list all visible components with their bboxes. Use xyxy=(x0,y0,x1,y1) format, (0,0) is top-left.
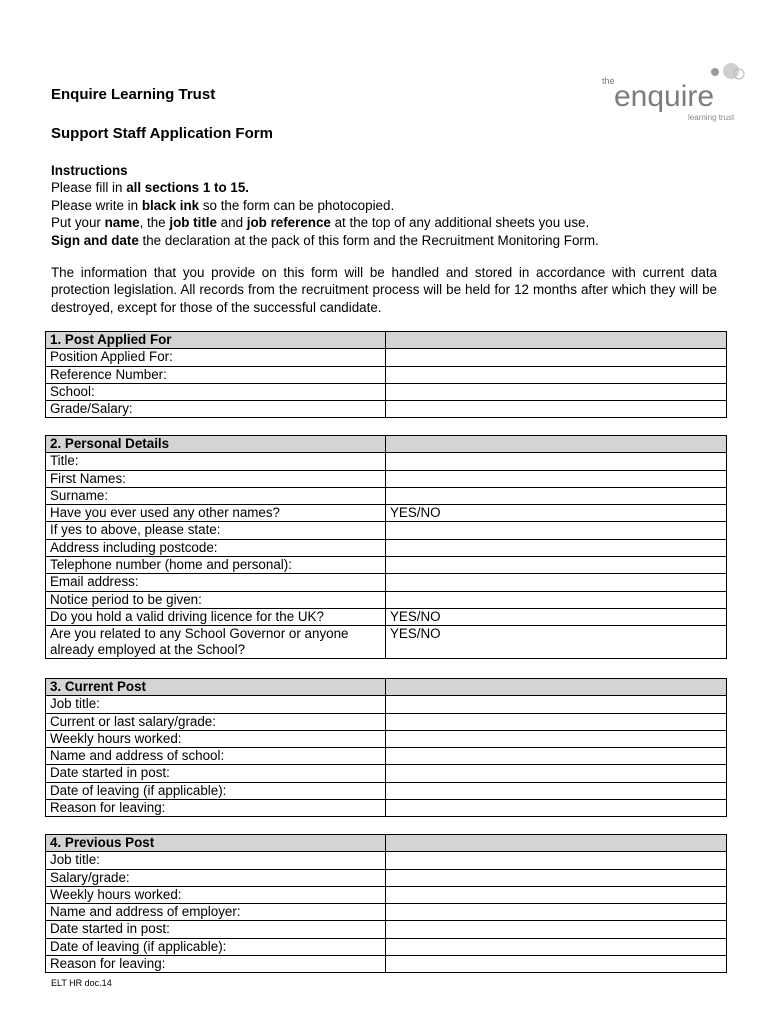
surname-field[interactable] xyxy=(386,487,727,504)
previous-reason-leaving-field[interactable] xyxy=(386,956,727,973)
field-label: Date started in post: xyxy=(46,765,386,782)
notice-period-field[interactable] xyxy=(386,591,727,608)
form-row xyxy=(46,470,727,487)
form-row xyxy=(46,886,727,903)
school-field[interactable] xyxy=(386,383,727,400)
field-label: Reference Number: xyxy=(46,366,386,383)
form-row xyxy=(46,383,727,400)
first-names-field[interactable] xyxy=(386,470,727,487)
previous-salary-field[interactable] xyxy=(386,869,727,886)
position-applied-field[interactable] xyxy=(386,349,727,366)
field-label: School: xyxy=(46,383,386,400)
field-label: Weekly hours worked: xyxy=(46,886,386,903)
logo-dot-small-icon xyxy=(711,68,719,76)
field-label: Name and address of school: xyxy=(46,748,386,765)
related-governor-yes-no-field[interactable]: YES/NO xyxy=(386,626,727,659)
field-label: Surname: xyxy=(46,487,386,504)
section-heading: 3. Current Post xyxy=(46,679,386,696)
field-label: Name and address of employer: xyxy=(46,904,386,921)
data-protection-notice: The information that you provide on this form will be handled and stored in accordance with current data protection legislation. All records from the recruitment process will be held for 12 months after which they will be destroyed, except for those of the successful candidate. xyxy=(51,265,717,315)
form-row xyxy=(46,938,727,955)
section-heading-blank xyxy=(386,835,727,852)
form-row xyxy=(46,956,727,973)
form-row xyxy=(46,574,727,591)
form-row xyxy=(46,765,727,782)
instruction-line-3: Put your name, the job title and job reference at the top of any additional sheets you use. xyxy=(51,215,590,231)
form-row xyxy=(46,487,727,504)
section-post-applied-for xyxy=(45,331,727,418)
section-personal-details xyxy=(45,435,727,659)
instructions-block xyxy=(51,162,731,249)
form-row xyxy=(46,800,727,817)
form-row xyxy=(46,748,727,765)
field-label: Email address: xyxy=(46,574,386,591)
form-row xyxy=(46,852,727,869)
form-row xyxy=(46,401,727,418)
form-row xyxy=(46,591,727,608)
instruction-line-2: Please write in black ink so the form can be photocopied. xyxy=(51,197,395,213)
field-label: First Names: xyxy=(46,470,386,487)
document-reference: ELT HR doc.14 xyxy=(51,978,112,988)
logo-dot-large-icon xyxy=(723,63,739,79)
field-label: Date of leaving (if applicable): xyxy=(46,782,386,799)
title-field[interactable] xyxy=(386,453,727,470)
section-header-row xyxy=(46,835,727,852)
current-weekly-hours-field[interactable] xyxy=(386,730,727,747)
field-label: Title: xyxy=(46,453,386,470)
field-label: Address including postcode: xyxy=(46,539,386,556)
form-row xyxy=(46,453,727,470)
form-row xyxy=(46,626,727,659)
section-heading-blank xyxy=(386,679,727,696)
section-heading-blank xyxy=(386,436,727,453)
form-row xyxy=(46,921,727,938)
other-names-yes-no-field[interactable]: YES/NO xyxy=(386,505,727,522)
form-row xyxy=(46,522,727,539)
section-current-post xyxy=(45,678,727,817)
section-heading: 4. Previous Post xyxy=(46,835,386,852)
reference-number-field[interactable] xyxy=(386,366,727,383)
previous-weekly-hours-field[interactable] xyxy=(386,886,727,903)
form-row xyxy=(46,608,727,625)
section-heading: 1. Post Applied For xyxy=(46,332,386,349)
previous-job-title-field[interactable] xyxy=(386,852,727,869)
logo-sub-text: learning trust xyxy=(688,113,735,122)
form-row xyxy=(46,904,727,921)
field-label: Weekly hours worked: xyxy=(46,730,386,747)
section-heading-blank xyxy=(386,332,727,349)
current-date-leaving-field[interactable] xyxy=(386,782,727,799)
logo-main-text: enquire xyxy=(614,80,715,113)
field-label: Reason for leaving: xyxy=(46,956,386,973)
field-label: Grade/Salary: xyxy=(46,401,386,418)
section-header-row xyxy=(46,679,727,696)
enquire-logo xyxy=(600,62,750,126)
grade-salary-field[interactable] xyxy=(386,401,727,418)
form-row xyxy=(46,366,727,383)
form-title: Support Staff Application Form xyxy=(51,125,273,142)
section-header-row xyxy=(46,332,727,349)
instruction-line-4: Sign and date the declaration at the pack of this form and the Recruitment Monitoring Form. xyxy=(51,232,599,248)
current-job-title-field[interactable] xyxy=(386,696,727,713)
field-label: Telephone number (home and personal): xyxy=(46,557,386,574)
current-school-address-field[interactable] xyxy=(386,748,727,765)
field-label: Job title: xyxy=(46,696,386,713)
instruction-line-1: Please fill in all sections 1 to 15. xyxy=(51,180,249,196)
section-heading: 2. Personal Details xyxy=(46,436,386,453)
previous-date-leaving-field[interactable] xyxy=(386,938,727,955)
form-row xyxy=(46,782,727,799)
form-row xyxy=(46,539,727,556)
field-label: Position Applied For: xyxy=(46,349,386,366)
form-row xyxy=(46,713,727,730)
form-row xyxy=(46,869,727,886)
logo-the-text: the xyxy=(602,76,615,86)
field-label: Notice period to be given: xyxy=(46,591,386,608)
form-row xyxy=(46,557,727,574)
current-date-started-field[interactable] xyxy=(386,765,727,782)
email-field[interactable] xyxy=(386,574,727,591)
section-header-row xyxy=(46,436,727,453)
field-label: Are you related to any School Governor or anyone already employed at the School? xyxy=(46,626,386,659)
form-row xyxy=(46,696,727,713)
form-row xyxy=(46,730,727,747)
field-label: Do you hold a valid driving licence for the UK? xyxy=(46,608,386,625)
organisation-name: Enquire Learning Trust xyxy=(51,86,216,103)
other-names-field[interactable] xyxy=(386,522,727,539)
telephone-field[interactable] xyxy=(386,557,727,574)
field-label: Reason for leaving: xyxy=(46,800,386,817)
form-row xyxy=(46,349,727,366)
driving-licence-yes-no-field[interactable]: YES/NO xyxy=(386,608,727,625)
field-label: Have you ever used any other names? xyxy=(46,505,386,522)
previous-date-started-field[interactable] xyxy=(386,921,727,938)
current-reason-leaving-field[interactable] xyxy=(386,800,727,817)
section-previous-post xyxy=(45,834,727,973)
field-label: Current or last salary/grade: xyxy=(46,713,386,730)
address-field[interactable] xyxy=(386,539,727,556)
instructions-title: Instructions xyxy=(51,163,128,178)
field-label: Job title: xyxy=(46,852,386,869)
field-label: If yes to above, please state: xyxy=(46,522,386,539)
current-salary-field[interactable] xyxy=(386,713,727,730)
form-row xyxy=(46,505,727,522)
previous-employer-address-field[interactable] xyxy=(386,904,727,921)
field-label: Date started in post: xyxy=(46,921,386,938)
field-label: Date of leaving (if applicable): xyxy=(46,938,386,955)
field-label: Salary/grade: xyxy=(46,869,386,886)
